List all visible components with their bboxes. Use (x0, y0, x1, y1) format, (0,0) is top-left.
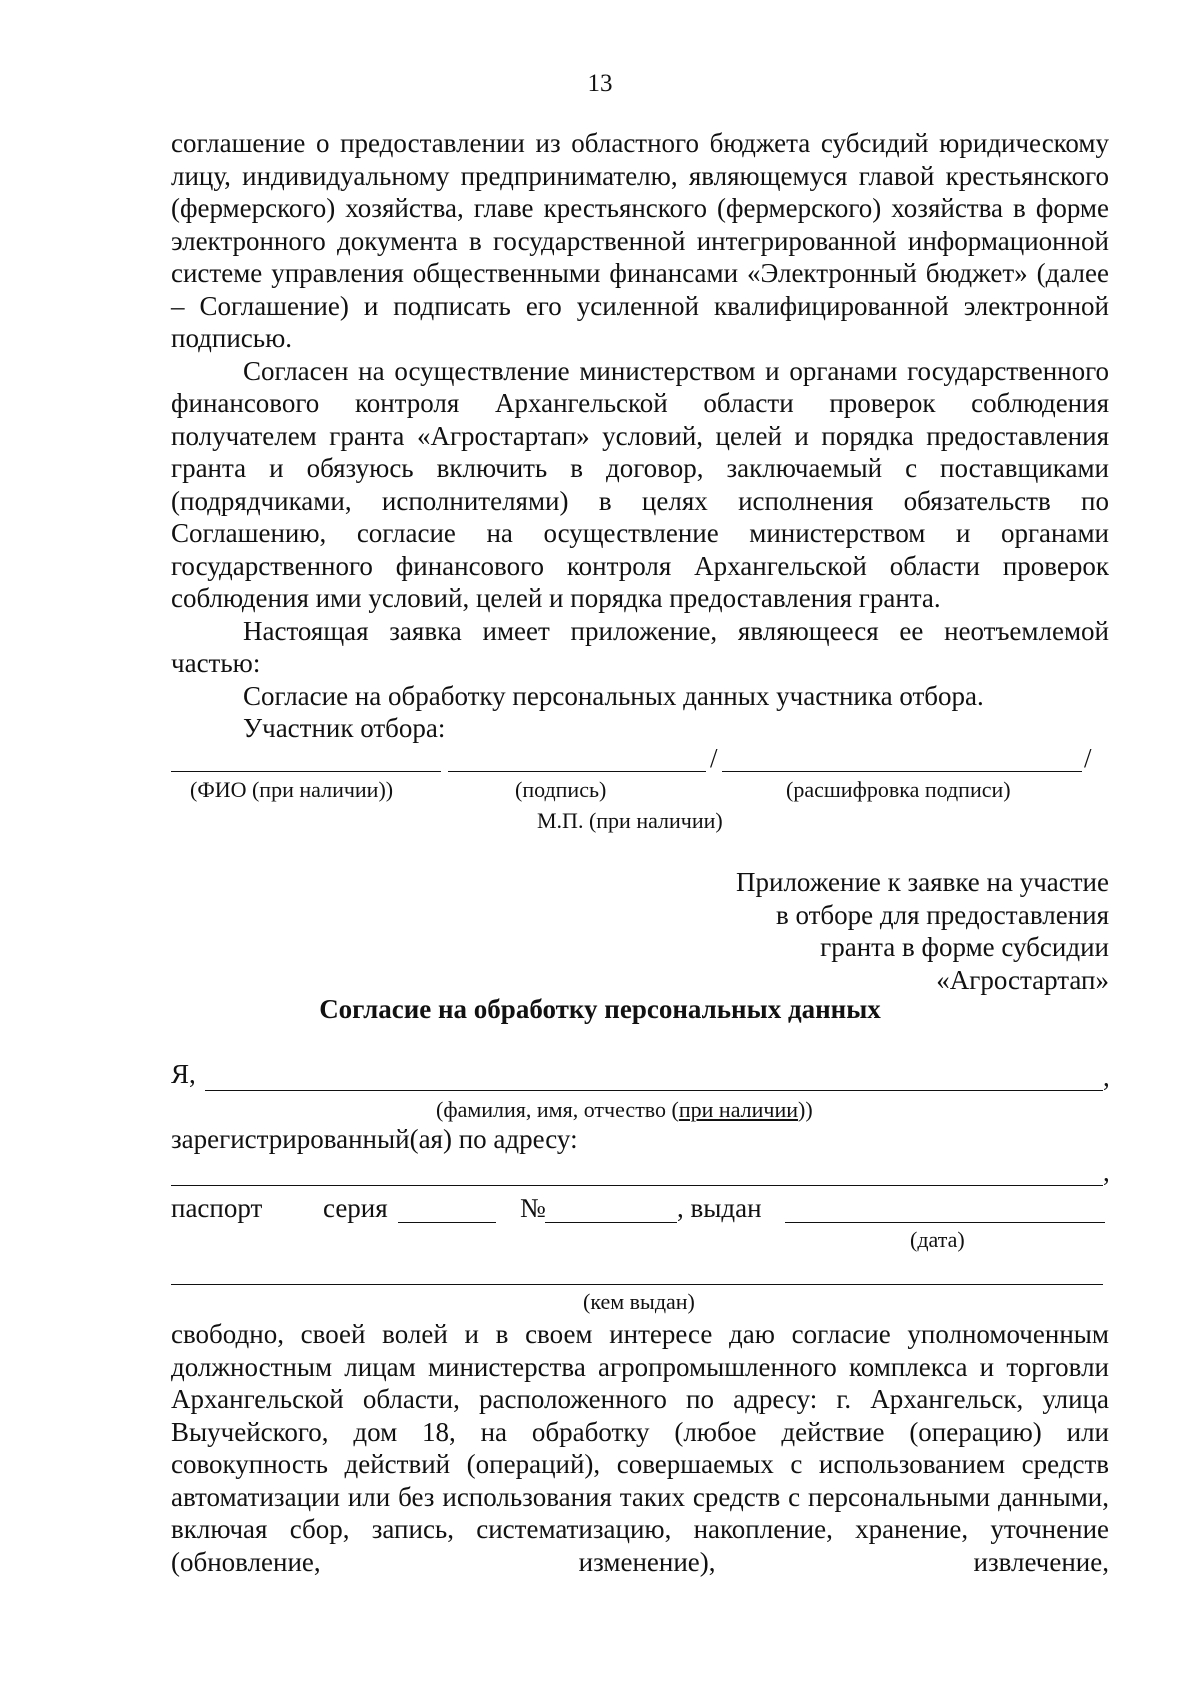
date-field-line[interactable] (785, 1222, 1105, 1223)
slash-separator-end: / (1084, 743, 1092, 773)
fio-line[interactable] (171, 771, 441, 772)
appendix-line-3: гранта в форме субсидии (820, 932, 1109, 962)
consent-text (171, 1318, 1109, 1578)
registered-label: зарегистрированный(ая) по адресу: (171, 1124, 578, 1154)
number-label: № (520, 1193, 546, 1223)
signature-label: (подпись) (515, 777, 607, 802)
appendix-line-1: Приложение к заявке на участие (736, 867, 1109, 897)
appendix-header (736, 866, 1109, 996)
number-field-line[interactable] (545, 1222, 677, 1223)
paragraph-participant: Участник отбора: (243, 713, 446, 743)
appendix-line-4: «Агростартап» (936, 964, 1109, 995)
fio-field-line[interactable] (205, 1090, 1103, 1091)
paragraph-agreement: соглашение о предоставлении из областного бюджета субсидий юридическому лицу, индивидуальному предпринимателю, являющемуся главой крестьянского (фермерского) хозяйства, главе крестьянского (фермерского) хозяйства в форме электронного документа в государственной интегрированной информационной системе управления общественными финансами «Электронный бюджет» (далее – Соглашение) и подписать его усиленной квалифицированной электронной подписью. (171, 128, 1109, 353)
comma: , (1103, 1062, 1110, 1092)
section-text (171, 127, 1109, 745)
decode-label: (расшифровка подписи) (786, 777, 1011, 802)
series-field-line[interactable] (398, 1222, 496, 1223)
page-number: 13 (587, 70, 613, 97)
issued-by-label: (кем выдан) (583, 1289, 695, 1314)
fio-label: (ФИО (при наличии)) (190, 777, 394, 802)
paragraph-consent-checks: Согласен на осуществление министерством и органами государственного финансового контроля Архангельской области проверок соблюдения получателем гранта «Агростартап» условий, целей и порядка предоставления гранта и обязуюсь включить в договор, заключаемый с поставщиками (подрядчиками, исполнителями) в целях исполнения обязательств по Соглашению, согласие на осуществление министерством и органами государственного финансового контроля Архангельской области проверок соблюдения ими условий, целей и порядка предоставления гранта. (171, 355, 1109, 613)
consent-paragraph: свободно, своей волей и в своем интересе даю согласие уполномоченным должностным лицам министерства агропромышленного комплекса и торговли Архангельской области, расположенного по адресу: г. Архангельск, улица Выучейского, дом 18, на обработку (любое действие (операцию) или совокупность действий (операций), совершаемых с использованием средств автоматизации или без использования таких средств с персональными данными, включая сбор, запись, систематизацию, накопление, хранение, уточнение (обновление, изменение), извлечение, (171, 1319, 1109, 1577)
ya-label: Я, (171, 1059, 196, 1089)
decode-line[interactable] (722, 771, 1082, 772)
issued-by-field-line[interactable] (171, 1284, 1103, 1285)
stamp-label: М.П. (при наличии) (537, 808, 723, 833)
comma: , (1103, 1157, 1110, 1187)
date-label: (дата) (910, 1227, 965, 1252)
series-label: серия (323, 1193, 388, 1223)
appendix-line-2: в отборе для предоставления (775, 899, 1109, 930)
slash-separator: / (710, 743, 718, 773)
passport-label: паспорт (171, 1193, 263, 1223)
consent-title: Согласие на обработку персональных данных (319, 994, 881, 1024)
issued-label: , выдан (677, 1193, 762, 1223)
paragraph-appendix-note: Настоящая заявка имеет приложение, являющееся ее неотъемлемой частью: (171, 615, 1109, 678)
paragraph-appendix-item: Согласие на обработку персональных данных участника отбора. (243, 680, 984, 711)
address-field-line[interactable] (171, 1185, 1103, 1186)
signature-line[interactable] (448, 771, 706, 772)
fio-hint: (фамилия, имя, отчество (при наличии)) (436, 1097, 813, 1122)
